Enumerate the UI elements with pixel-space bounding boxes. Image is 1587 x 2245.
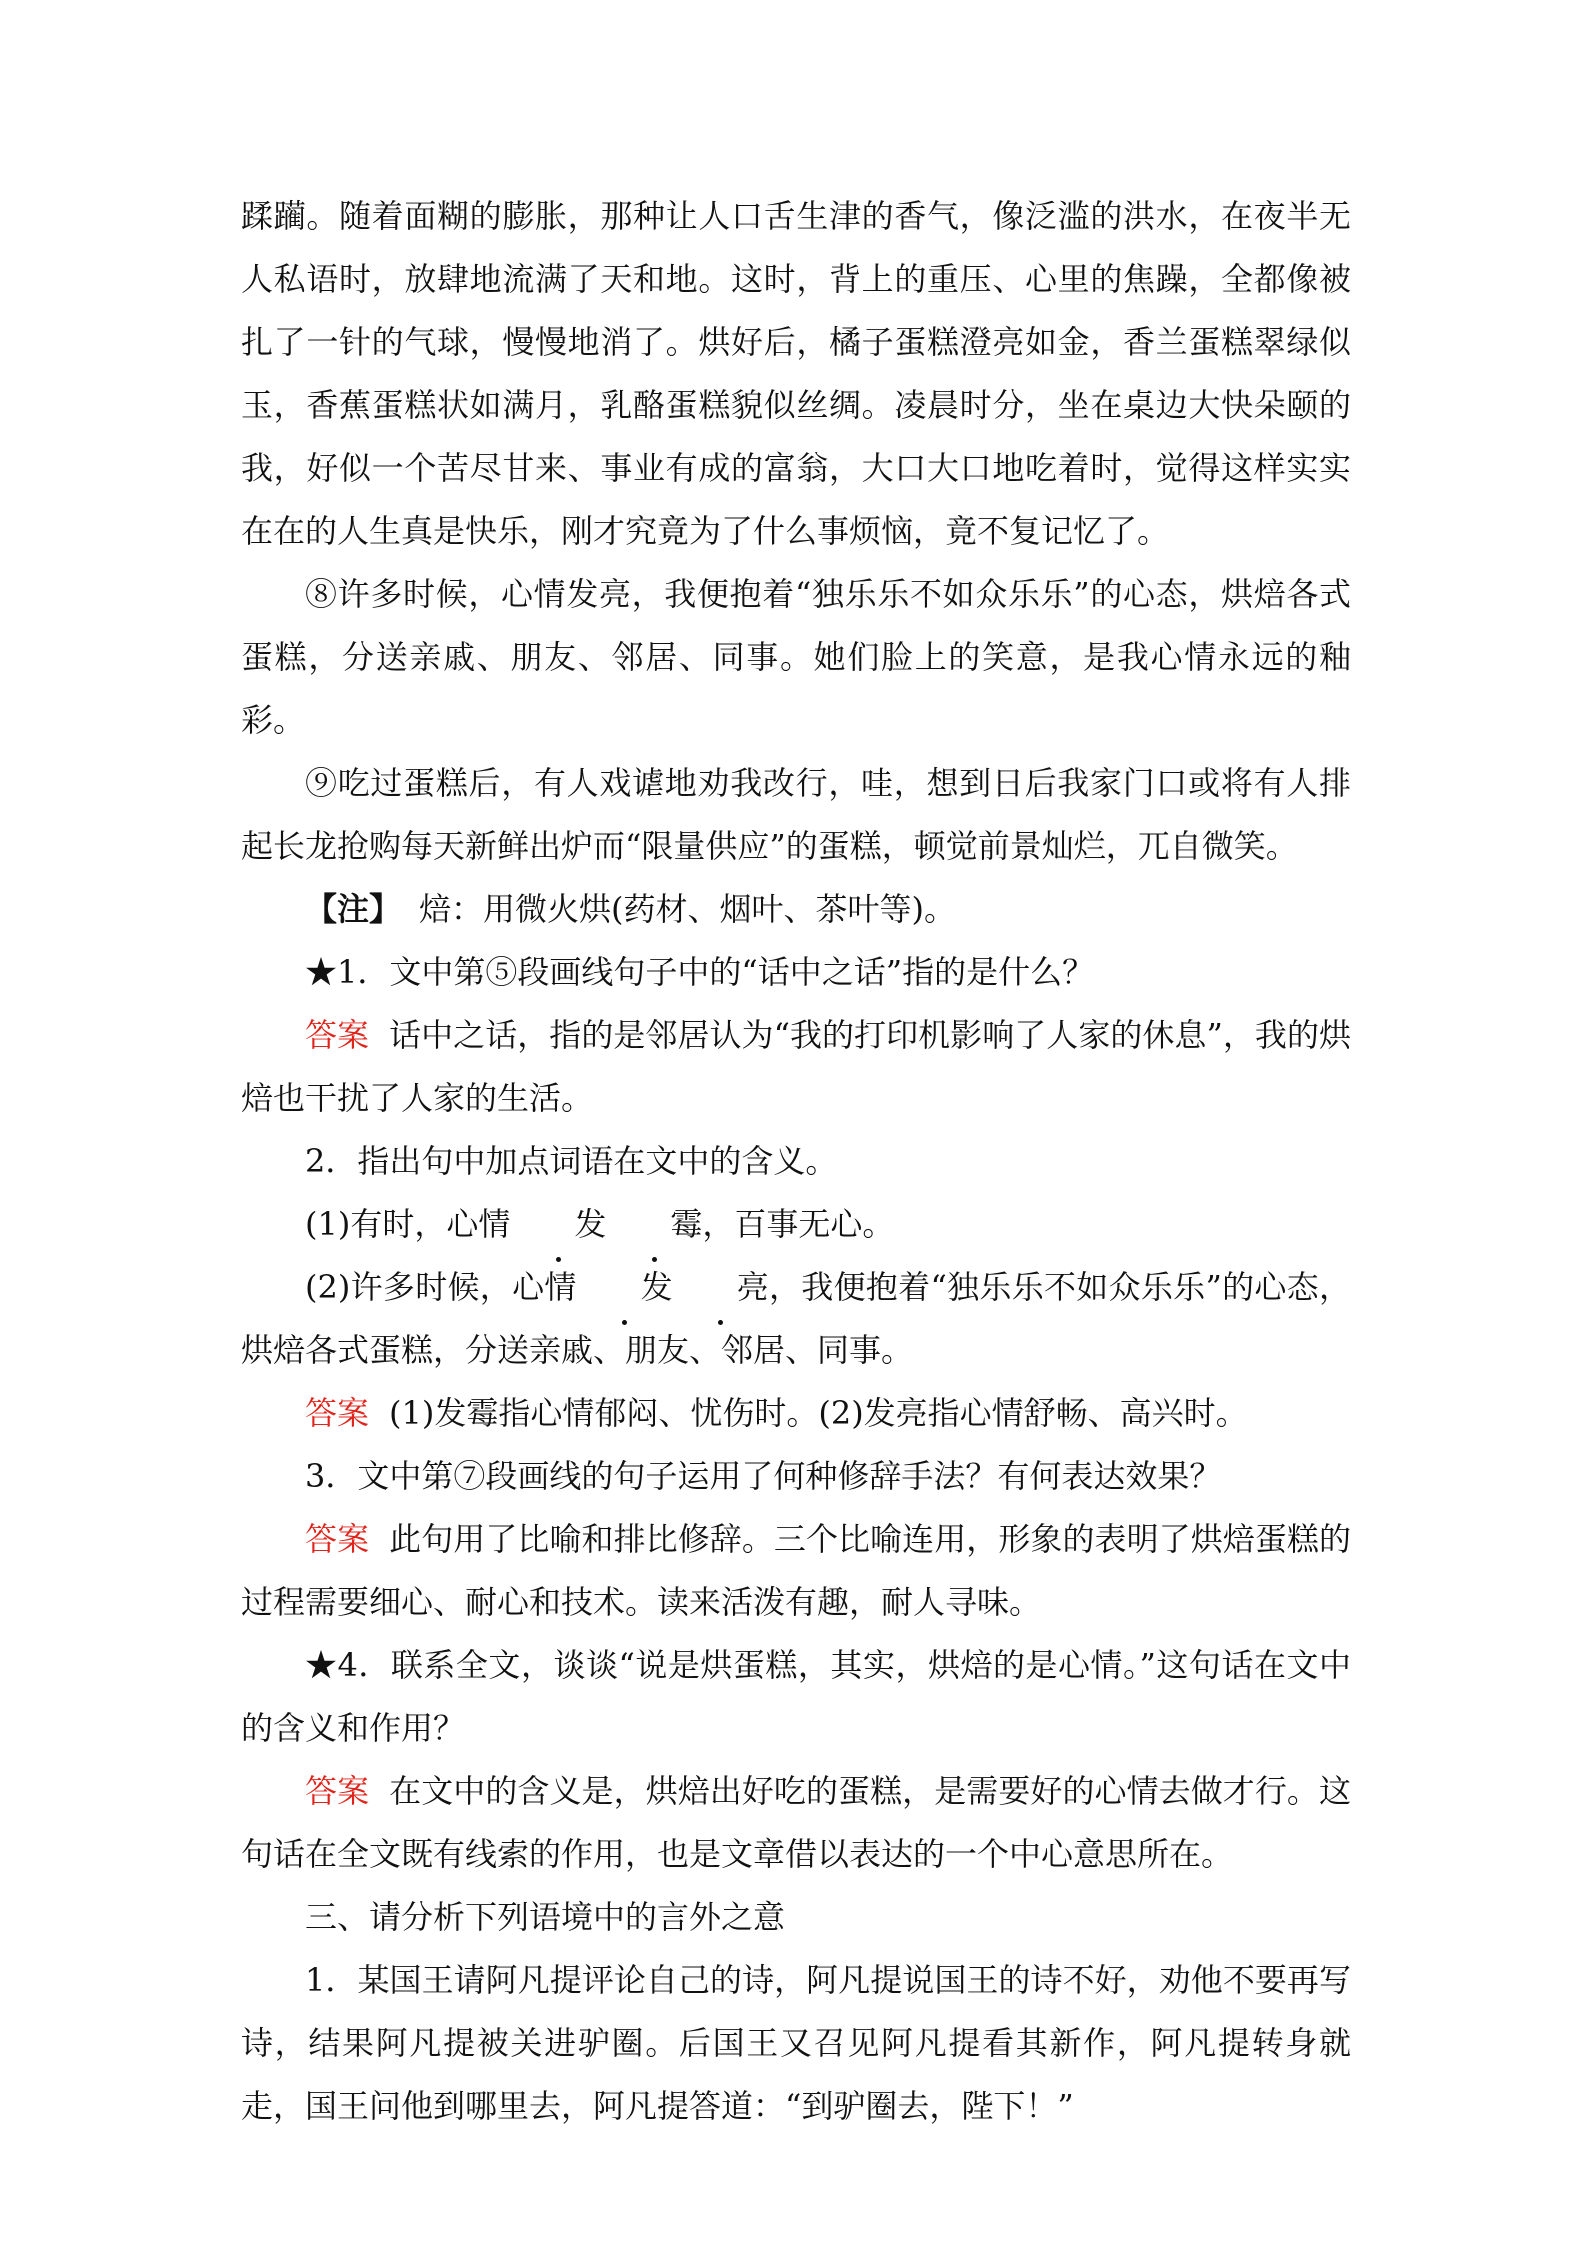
answer-3-text: 此句用了比喻和排比修辞。三个比喻连用，形象的表明了烘焙蛋糕的过程需要细心、耐心和技术。读来活泼有趣，耐人寻味。 (241, 1520, 1351, 1621)
answer-1 (241, 1004, 1351, 1130)
answer-4-text: 在文中的含义是，烘焙出好吃的蛋糕，是需要好的心情去做才行。这句话在全文既有线索的作用，也是文章借以表达的一个中心意思所在。 (241, 1772, 1351, 1873)
emphasis-dot-char: 发 (577, 1256, 673, 1319)
q2-2-suffix: ，我便抱着“独乐乐不如众乐乐”的心态，烘焙各式蛋糕，分送亲戚、朋友、邻居、同事。 (241, 1268, 1351, 1369)
question-2-item-2 (241, 1256, 1351, 1382)
passage-note (241, 878, 1351, 941)
section-3-heading: 三、请分析下列语境中的言外之意 (305, 1898, 786, 1936)
answer-label: 答案 (305, 1394, 370, 1432)
question-3: 3．文中第⑦段画线的句子运用了何种修辞手法？有何表达效果？ (305, 1457, 1222, 1495)
answer-3 (241, 1508, 1351, 1634)
answer-label: 答案 (305, 1772, 370, 1810)
answer-label: 答案 (305, 1016, 370, 1054)
question-4: ★4．联系全文，谈谈“说是烘蛋糕，其实，烘焙的是心情。”这句话在文中的含义和作用？ (241, 1646, 1351, 1747)
answer-2-text: (1)发霉指心情郁闷、忧伤时。(2)发亮指心情舒畅、高兴时。 (389, 1394, 1248, 1432)
section-3-item-1: 1．某国王请阿凡提评论自己的诗，阿凡提说国王的诗不好，劝他不要再写诗，结果阿凡提被关进驴圈。后国王又召见阿凡提看其新作，阿凡提转身就走，国王问他到哪里去，阿凡提答道：“到驴圈去，陛下！” (241, 1961, 1351, 2125)
question-2-item-1 (241, 1193, 1351, 1256)
question-2: 2．指出句中加点词语在文中的含义。 (305, 1142, 838, 1180)
note-text: 焙：用微火烘(药材、烟叶、茶叶等)。 (419, 890, 956, 928)
passage-paragraph-7-continued: 蹂躏。随着面糊的膨胀，那种让人口舌生津的香气，像泛滥的洪水，在夜半无人私语时，放肆地流满了天和地。这时，背上的重压、心里的焦躁，全都像被扎了一针的气球，慢慢地消了。烘好后，橘子蛋糕澄亮如金，香兰蛋糕翠绿似玉，香蕉蛋糕状如满月，乳酪蛋糕貌似丝绸。凌晨时分，坐在桌边大快朵颐的我，好似一个苦尽甘来、事业有成的富翁，大口大口地吃着时，觉得这样实实在在的人生真是快乐，刚才究竟为了什么事烦恼，竟不复记忆了。 (241, 197, 1351, 550)
q2-1-prefix: (1)有时，心情 (305, 1205, 511, 1243)
answer-1-text: 话中之话，指的是邻居认为“我的打印机影响了人家的休息”，我的烘焙也干扰了人家的生活。 (241, 1016, 1351, 1117)
passage-paragraph-8: ⑧许多时候，心情发亮，我便抱着“独乐乐不如众乐乐”的心态，烘焙各式蛋糕，分送亲戚、朋友、邻居、同事。她们脸上的笑意，是我心情永远的釉彩。 (241, 575, 1351, 739)
answer-label: 答案 (305, 1520, 370, 1558)
emphasis-dot-char: 霉 (606, 1193, 702, 1256)
emphasis-dot-char: 亮 (673, 1256, 769, 1319)
page-content (241, 185, 1351, 2138)
emphasis-dot-char: 发 (510, 1193, 606, 1256)
answer-2 (241, 1382, 1351, 1445)
q2-2-prefix: (2)许多时候，心情 (305, 1268, 577, 1306)
question-1: ★1．文中第⑤段画线句子中的“话中之话”指的是什么？ (305, 953, 1095, 991)
passage-paragraph-9: ⑨吃过蛋糕后，有人戏谑地劝我改行，哇，想到日后我家门口或将有人排起长龙抢购每天新鲜出炉而“限量供应”的蛋糕，顿觉前景灿烂，兀自微笑。 (241, 764, 1351, 865)
q2-1-suffix: ，百事无心。 (702, 1205, 895, 1243)
note-label: 【注】 (305, 890, 402, 928)
answer-4 (241, 1760, 1351, 1886)
